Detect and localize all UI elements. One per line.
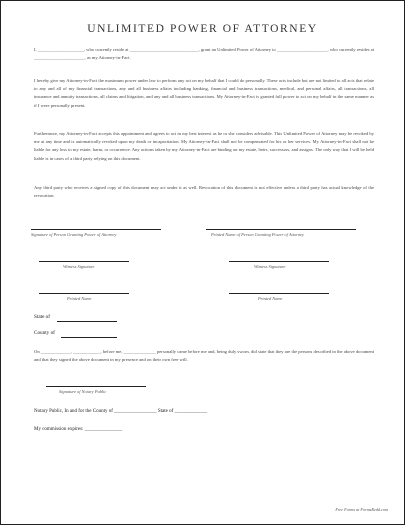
commission-line: My commission expires: _______________ bbox=[34, 427, 123, 432]
terms-paragraph: Furthermore, my Attorney-in-Fact accepts this appointment and agrees to act in my best interest as he or she considers advisable. This Unlimited Power of Attorney may be revoked by me at any time and is automatically revoked upon my death or incapacitation. My Attorney-in-Fact shall not be compensated for his or her services. My Attorney-in-Fact shall not be liable for any loss to my estate, harm, or occurrence. Any actions taken by my Attorney-in-Fact are binding on my estate, heirs, successors, and assigns. The only way that I will be held liable is in cases of a third party relying on this document. bbox=[34, 131, 374, 161]
powers-paragraph: I hereby give my Attorney-in-Fact the maximum power under law to perform any act on my behalf that I could do personally. These acts include but are not limited to all acts that relate to any and all of my financial transactions, any and all business affairs including banking, financial and business transactions, medical, and personal affairs, all transactions, all insurance and annuity transactions, all claims and litigation, and any and all business transactions. My Attorney-in-Fact is granted full power to act on my behalf in the same manner as if I were personally present. bbox=[34, 78, 374, 108]
notary-signature-label: Signature of Notary Public bbox=[59, 389, 107, 394]
witness1-signature-line[interactable] bbox=[39, 261, 129, 262]
grantor-name-label: Printed Name of Person Granting Power of Attorney bbox=[211, 232, 304, 237]
grantor-signature-label: Signature of Person Granting Power of Attorney bbox=[31, 232, 117, 237]
witness1-signature-label: Witness Signature bbox=[63, 264, 95, 269]
county-line[interactable] bbox=[61, 337, 117, 338]
witness1-name-label: Printed Name bbox=[67, 296, 92, 301]
witness2-name-line[interactable] bbox=[229, 293, 329, 294]
footer-credit: Free Forms at FormsRedd.com bbox=[335, 507, 388, 512]
document-title: UNLIMITED POWER OF ATTORNEY bbox=[87, 23, 318, 35]
witness2-signature-label: Witness Signature bbox=[254, 264, 286, 269]
notary-signature-line[interactable] bbox=[46, 386, 146, 387]
witness2-signature-line[interactable] bbox=[229, 261, 329, 262]
county-label: County of bbox=[34, 330, 55, 336]
notary-paragraph: On _____________, ____________, before me, ______________ personally came before me and, being duly sworn, did state that they are the persons described in the above document and that they signed the above document in my presence and on their own free will. bbox=[34, 349, 374, 363]
intro-paragraph: I, ____________________, who currently reside at ______________________________, grant an Unlimited Power of Attorney to ______________________, who currently resides at ______________________, as my Attorney-in-Fact. bbox=[34, 47, 374, 61]
grantor-name-line[interactable] bbox=[206, 229, 356, 230]
grantor-signature-line[interactable] bbox=[31, 229, 161, 230]
notary-county-line: Notary Public, In and for the County of _________________ State of _____________ bbox=[34, 409, 208, 414]
witness2-name-label: Printed Name bbox=[258, 296, 283, 301]
third-party-paragraph: Any third party who receives a signed copy of this document may act under it as well. Revocation of this document is not effective unless a third party has actual knowledge of the revocation. bbox=[34, 185, 374, 199]
state-line[interactable] bbox=[57, 321, 117, 322]
state-label: State of bbox=[34, 314, 50, 320]
witness1-name-line[interactable] bbox=[39, 293, 129, 294]
